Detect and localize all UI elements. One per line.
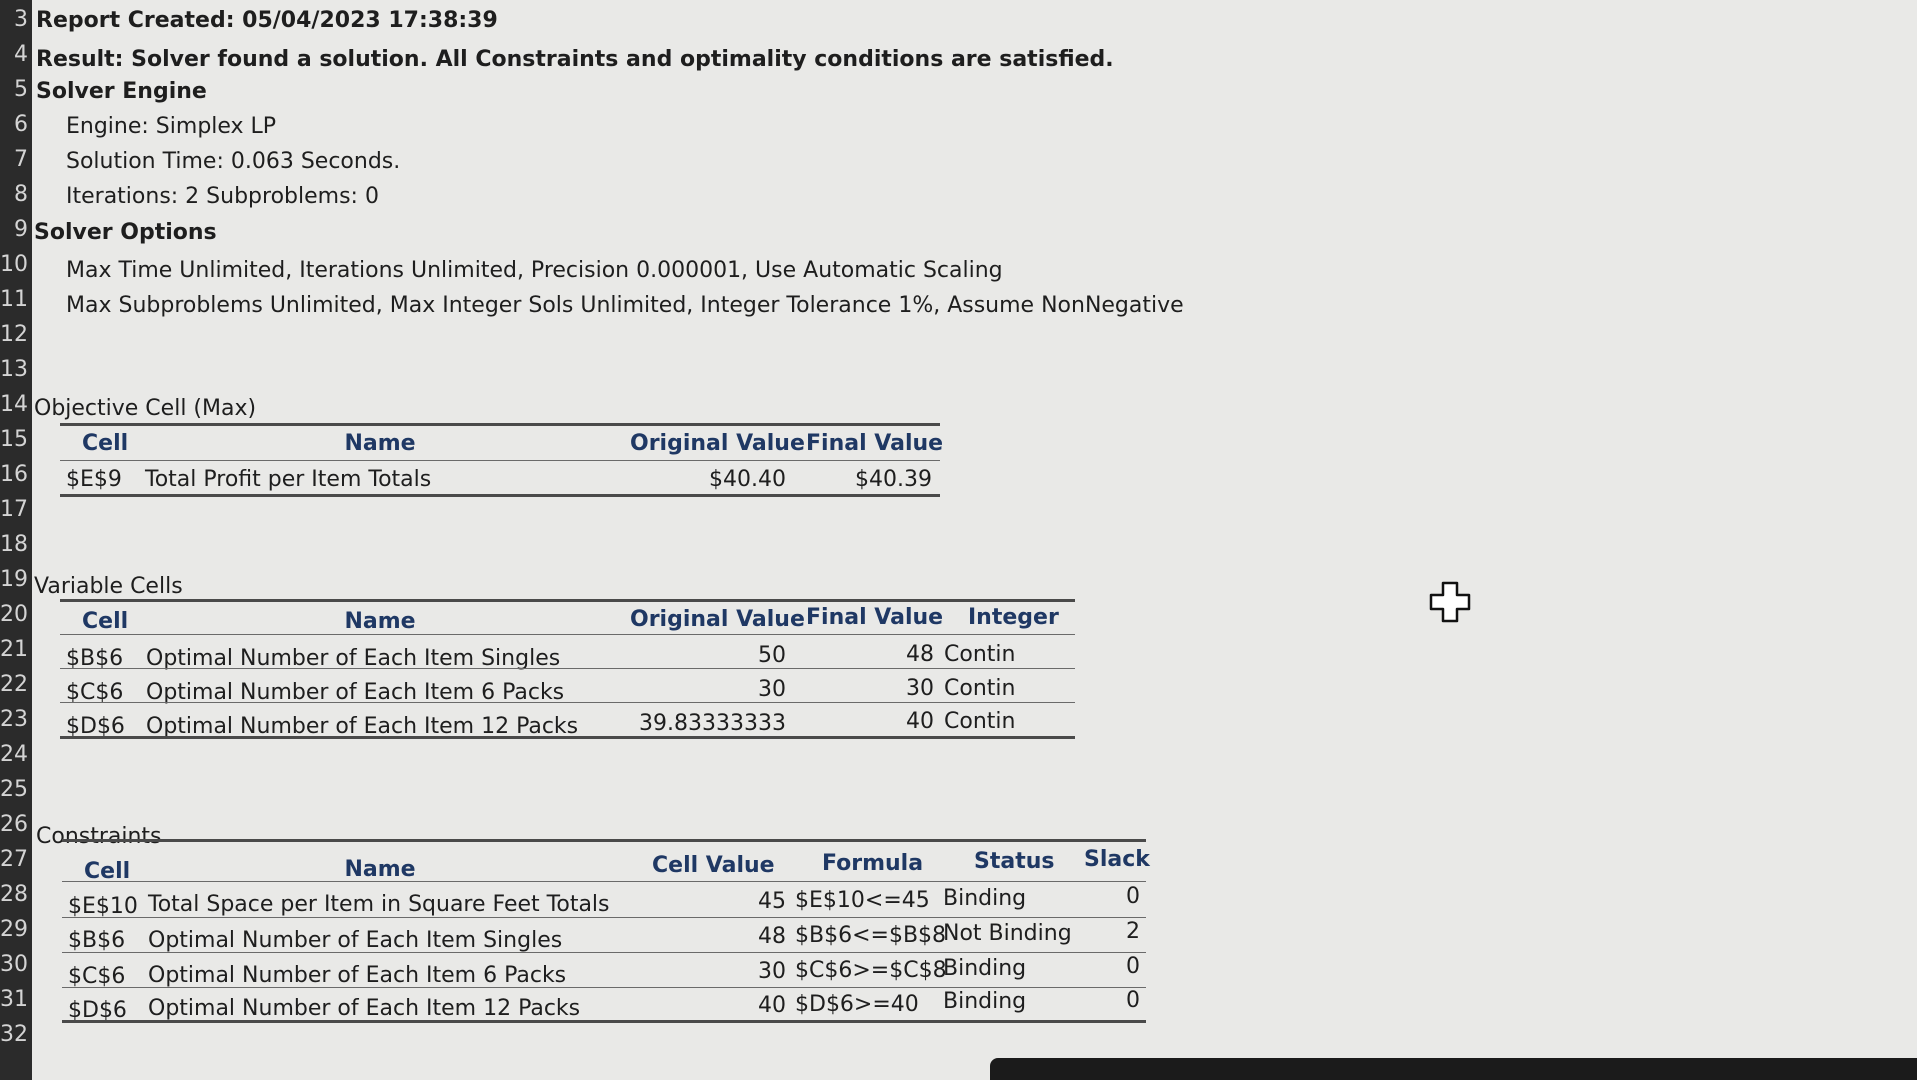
variables-row-2-final: 30 (906, 676, 934, 701)
variables-row-1-final: 48 (906, 642, 934, 667)
constraints-row-4-status: Binding (943, 989, 1027, 1014)
variables-row-3-final: 40 (906, 709, 934, 734)
objective-bottom-rule (60, 494, 940, 497)
variables-header-name: Name (344, 609, 416, 634)
iterations-text: Iterations: 2 Subproblems: 0 (66, 184, 379, 209)
variables-header-rule (60, 634, 1075, 635)
row-number[interactable]: 11 (0, 287, 28, 312)
constraints-row-2-formula: $B$6<=$B$8 (795, 923, 947, 948)
row-number[interactable]: 16 (0, 462, 28, 487)
constraints-row-1-rule (62, 917, 1146, 918)
row-number[interactable]: 26 (0, 812, 28, 837)
row-number[interactable]: 22 (0, 672, 28, 697)
row-number[interactable]: 6 (14, 112, 28, 137)
row-number[interactable]: 5 (14, 77, 28, 102)
variables-row-3-name: Optimal Number of Each Item 12 Packs (146, 714, 579, 739)
objective-top-rule (60, 423, 940, 426)
variables-row-2-integer: Contin (944, 676, 1016, 701)
row-number[interactable]: 15 (0, 427, 28, 452)
constraints-row-4-formula: $D$6>=40 (795, 992, 919, 1017)
solution-time-text: Solution Time: 0.063 Seconds. (66, 149, 401, 174)
row-header-gutter (0, 0, 32, 1080)
row-number[interactable]: 7 (14, 147, 28, 172)
variables-header-integer: Integer (968, 605, 1059, 630)
variables-row-3-original: 39.83333333 (639, 711, 786, 736)
constraints-row-3-slack: 0 (1126, 954, 1140, 979)
solver-options-line-2: Max Subproblems Unlimited, Max Integer Sols Unlimited, Integer Tolerance 1%, Assume NonNegative (66, 293, 1184, 318)
constraints-row-2-status: Not Binding (943, 921, 1072, 946)
row-number[interactable]: 23 (0, 707, 28, 732)
row-number[interactable]: 14 (0, 392, 28, 417)
variables-bottom-rule (60, 736, 1075, 739)
constraints-row-1-formula: $E$10<=45 (795, 888, 930, 913)
row-number[interactable]: 28 (0, 882, 28, 907)
solver-engine-heading: Solver Engine (36, 79, 207, 104)
row-number[interactable]: 27 (0, 847, 28, 872)
objective-header-cell: Cell (82, 431, 129, 456)
solver-options-line-1: Max Time Unlimited, Iterations Unlimited, Precision 0.000001, Use Automatic Scaling (66, 258, 1003, 283)
constraints-header-status: Status (974, 849, 1055, 874)
variables-row-1-integer: Contin (944, 642, 1016, 667)
constraints-row-1-slack: 0 (1126, 884, 1140, 909)
row-number[interactable]: 25 (0, 777, 28, 802)
variables-row-1-rule (60, 668, 1075, 669)
constraints-header-rule (62, 881, 1146, 882)
row-number[interactable]: 17 (0, 497, 28, 522)
row-number[interactable]: 24 (0, 742, 28, 767)
constraints-row-3-value: 30 (758, 959, 786, 984)
window-bottom-edge (990, 1058, 1917, 1080)
constraints-row-2-value: 48 (758, 924, 786, 949)
constraints-row-1-status: Binding (943, 886, 1027, 911)
variables-row-1-name: Optimal Number of Each Item Singles (146, 646, 561, 671)
row-number[interactable]: 30 (0, 952, 28, 977)
result-text: Result: Solver found a solution. All Constraints and optimality conditions are satisfied. (36, 47, 1114, 72)
objective-row-original: $40.40 (709, 467, 786, 492)
constraints-row-3-cell: $C$6 (68, 964, 126, 989)
row-number[interactable]: 4 (14, 42, 28, 67)
objective-row-name: Total Profit per Item Totals (145, 467, 432, 492)
variables-row-1-cell: $B$6 (66, 646, 124, 671)
variables-row-2-cell: $C$6 (66, 680, 124, 705)
variables-row-2-name: Optimal Number of Each Item 6 Packs (146, 680, 565, 705)
objective-header-rule (60, 460, 940, 461)
solver-options-heading: Solver Options (34, 220, 217, 245)
constraints-row-3-name: Optimal Number of Each Item 6 Packs (148, 963, 567, 988)
row-number[interactable]: 12 (0, 322, 28, 347)
constraints-row-2-slack: 2 (1126, 919, 1140, 944)
constraints-header-formula: Formula (822, 851, 924, 876)
row-number[interactable]: 9 (14, 217, 28, 242)
variables-header-final: Final Value (806, 605, 944, 630)
row-number[interactable]: 20 (0, 602, 28, 627)
constraints-row-1-value: 45 (758, 889, 786, 914)
variables-row-2-rule (60, 702, 1075, 703)
constraints-row-2-rule (62, 952, 1146, 953)
variables-header-cell: Cell (82, 609, 129, 634)
constraints-top-rule (62, 839, 1146, 842)
constraints-row-4-value: 40 (758, 993, 786, 1018)
constraints-row-1-cell: $E$10 (68, 894, 138, 919)
row-number[interactable]: 31 (0, 987, 28, 1012)
row-number[interactable]: 13 (0, 357, 28, 382)
variables-row-3-integer: Contin (944, 709, 1016, 734)
row-number[interactable]: 19 (0, 567, 28, 592)
row-number[interactable]: 10 (0, 252, 28, 277)
objective-section-title: Objective Cell (Max) (34, 396, 257, 421)
constraints-row-4-cell: $D$6 (68, 998, 127, 1023)
objective-header-name: Name (344, 431, 416, 456)
plus-cursor-icon (1428, 580, 1472, 624)
row-number[interactable]: 21 (0, 637, 28, 662)
objective-header-final: Final Value (806, 431, 944, 456)
report-created-text: Report Created: 05/04/2023 17:38:39 (36, 8, 498, 33)
engine-text: Engine: Simplex LP (66, 114, 277, 139)
variables-section-title: Variable Cells (34, 574, 183, 599)
variables-header-original: Original Value (630, 607, 805, 632)
variables-top-rule (60, 599, 1075, 602)
row-number[interactable]: 3 (14, 7, 28, 32)
constraints-header-cell-value: Cell Value (652, 853, 775, 878)
objective-row-final: $40.39 (855, 467, 932, 492)
variables-row-3-cell: $D$6 (66, 714, 125, 739)
row-number[interactable]: 29 (0, 917, 28, 942)
objective-header-original: Original Value (630, 431, 805, 456)
constraints-section-title: Constraints (36, 824, 162, 849)
constraints-row-4-slack: 0 (1126, 988, 1140, 1013)
variables-row-2-original: 30 (758, 677, 786, 702)
constraints-row-3-formula: $C$6>=$C$8 (795, 958, 947, 983)
constraints-bottom-rule (62, 1020, 1146, 1023)
row-number[interactable]: 18 (0, 532, 28, 557)
constraints-row-3-status: Binding (943, 956, 1027, 981)
constraints-row-1-name: Total Space per Item in Square Feet Totals (148, 892, 610, 917)
constraints-row-4-name: Optimal Number of Each Item 12 Packs (148, 996, 581, 1021)
constraints-row-2-cell: $B$6 (68, 928, 126, 953)
objective-row-cell: $E$9 (66, 467, 122, 492)
row-number[interactable]: 8 (14, 182, 28, 207)
constraints-header-name: Name (344, 857, 416, 882)
constraints-row-2-name: Optimal Number of Each Item Singles (148, 928, 563, 953)
constraints-header-cell: Cell (84, 859, 131, 884)
variables-row-1-original: 50 (758, 643, 786, 668)
row-number[interactable]: 32 (0, 1022, 28, 1047)
constraints-header-slack: Slack (1084, 847, 1150, 872)
